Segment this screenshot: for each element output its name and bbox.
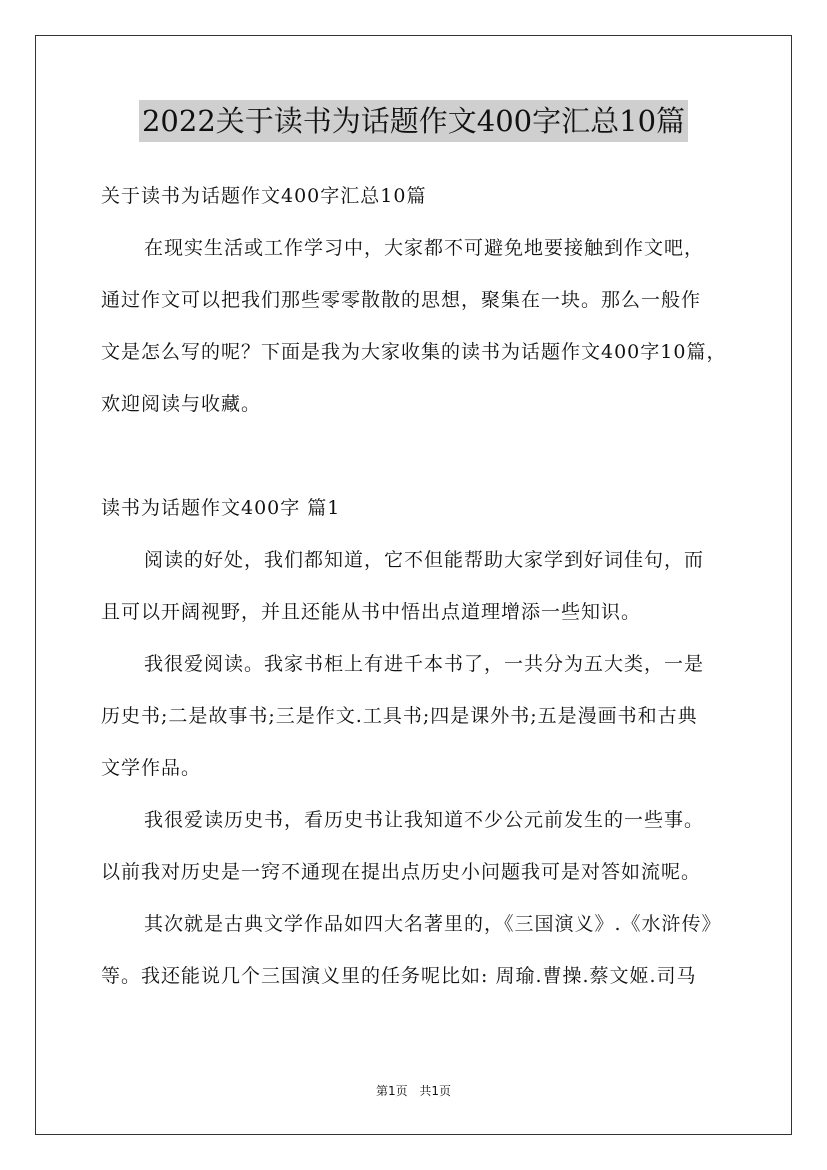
- document-subtitle: 关于读书为话题作文400字汇总10篇: [101, 185, 427, 207]
- intro-line: 通过作文可以把我们那些零零散散的思想，聚集在一块。那么一般作: [101, 289, 702, 311]
- body-line: 其次就是古典文学作品如四大名著里的，《三国演义》.《水浒传》: [144, 913, 722, 935]
- page-footer: [0, 1082, 827, 1099]
- body-line: 以前我对历史是一窍不通现在提出点历史小问题我可是对答如流呢。: [101, 861, 702, 883]
- intro-line: 文是怎么写的呢？下面是我为大家收集的读书为话题作文400字10篇，: [101, 341, 727, 363]
- body-line: 我很爱阅读。我家书柜上有进千本书了，一共分为五大类，一是: [144, 653, 705, 675]
- intro-line: 欢迎阅读与收藏。: [101, 393, 262, 415]
- page-number-total: 共1页: [419, 1084, 452, 1098]
- document-body: [101, 170, 741, 1002]
- section-heading: 读书为话题作文400字 篇1: [101, 497, 341, 519]
- document-title: 2022关于读书为话题作文400字汇总10篇: [139, 100, 688, 142]
- body-line: 我很爱读历史书，看历史书让我知道不少公元前发生的一些事。: [144, 809, 705, 831]
- page-number-current: 第1页: [375, 1084, 408, 1098]
- title-container: [0, 100, 827, 142]
- body-line: 文学作品。: [101, 757, 202, 779]
- paragraph-gap: [101, 430, 741, 482]
- body-line: 历史书;二是故事书;三是作文.工具书;四是课外书;五是漫画书和古典: [101, 705, 698, 727]
- body-line: 等。我还能说几个三国演义里的任务呢比如: 周瑜.曹操.蔡文姬.司马: [101, 965, 697, 987]
- body-line: 且可以开阔视野，并且还能从书中悟出点道理增添一些知识。: [101, 601, 642, 623]
- body-line: 阅读的好处，我们都知道，它不但能帮助大家学到好词佳句，而: [144, 549, 705, 571]
- intro-line: 在现实生活或工作学习中，大家都不可避免地要接触到作文吧，: [144, 237, 705, 259]
